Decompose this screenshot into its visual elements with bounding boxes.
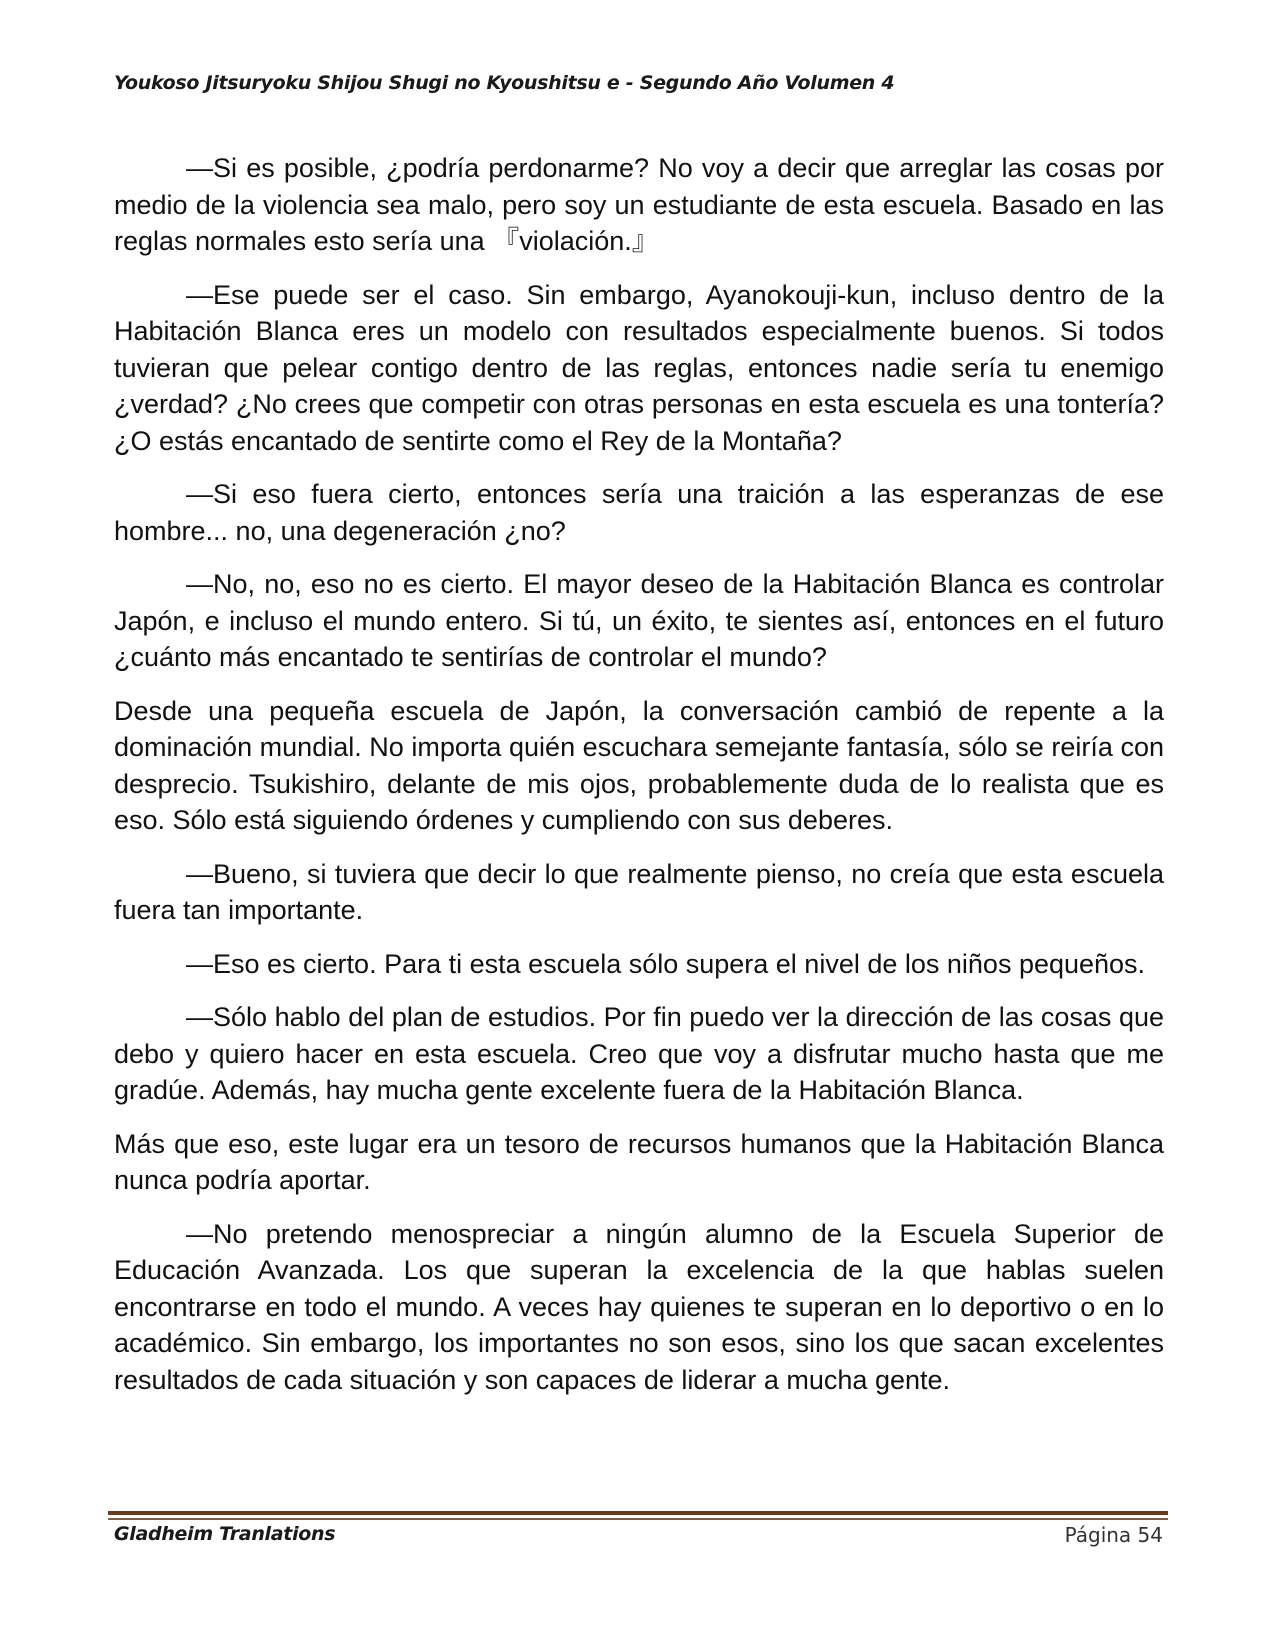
paragraph: Desde una pequeña escuela de Japón, la conversación cambió de repente a la dominación mundial. No importa quién escuchara semejante fantasía, sólo se reiría con desprecio. Tsukishiro, delante de mis ojos, probablemente duda de lo realista que es eso. Sólo está siguiendo órdenes y cumpliendo con sus deberes. [114, 695, 1164, 835]
paragraph: —Sólo hablo del plan de estudios. Por fin puedo ver la dirección de las cosas que debo y quiero hacer en esta escuela. Creo que voy a disfrutar mucho hasta que me gradúe. Además, hay mucha gente excelente fuera de la Habitación Blanca. [114, 1002, 1164, 1105]
footer-divider-thin [108, 1518, 1168, 1520]
footer-divider-thick [108, 1511, 1168, 1515]
page-number: 54 [1137, 1523, 1163, 1547]
paragraph: —Si es posible, ¿podría perdonarme? No voy a decir que arreglar las cosas por medio de la violencia sea malo, pero soy un estudiante de esta escuela. Basado en las reglas normales esto sería una 『violación.』 [114, 153, 1164, 256]
page-label: Página [1064, 1523, 1132, 1547]
paragraph: Más que eso, este lugar era un tesoro de recursos humanos que la Habitación Blanca nunca podría aportar. [114, 1128, 1164, 1195]
paragraph: —Si eso fuera cierto, entonces sería una traición a las esperanzas de ese hombre... no, una degeneración ¿no? [114, 479, 1164, 546]
footer-publisher: Gladheim Tranlations [114, 1523, 336, 1545]
paragraph: —Eso es cierto. Para ti esta escuela sólo supera el nivel de los niños pequeños. [186, 948, 1146, 979]
paragraph: —No pretendo menospreciar a ningún alumno de la Escuela Superior de Educación Avanzada. Los que superan la excelencia de la que hablas suelen encontrarse en todo el mundo. A veces hay quienes te superan en lo deportivo o en lo académico. Sin embargo, los importantes no son esos, sino los que sacan excelentes resultados de cada situación y son capaces de liderar a mucha gente. [114, 1218, 1164, 1395]
paragraph: —No, no, eso no es cierto. El mayor deseo de la Habitación Blanca es controlar Japón, e incluso el mundo entero. Si tú, un éxito, te sientes así, entonces en el futuro ¿cuánto más encantado te sentirías de controlar el mundo? [114, 569, 1164, 672]
body-text [114, 150, 1164, 1415]
running-header: Youkoso Jitsuryoku Shijou Shugi no Kyoushitsu e - Segundo Año Volumen 4 [114, 72, 895, 94]
paragraph: —Ese puede ser el caso. Sin embargo, Ayanokouji-kun, incluso dentro de la Habitación Blanca eres un modelo con resultados especialmente buenos. Si todos tuvieran que pelear contigo dentro de las reglas, entonces nadie sería tu enemigo ¿verdad? ¿No crees que competir con otras personas en esta escuela es una tontería? ¿O estás encantado de sentirte como el Rey de la Montaña? [114, 279, 1164, 456]
page-number-block [1065, 1523, 1163, 1547]
paragraph: —Bueno, si tuviera que decir lo que realmente pienso, no creía que esta escuela fuera tan importante. [114, 858, 1164, 925]
